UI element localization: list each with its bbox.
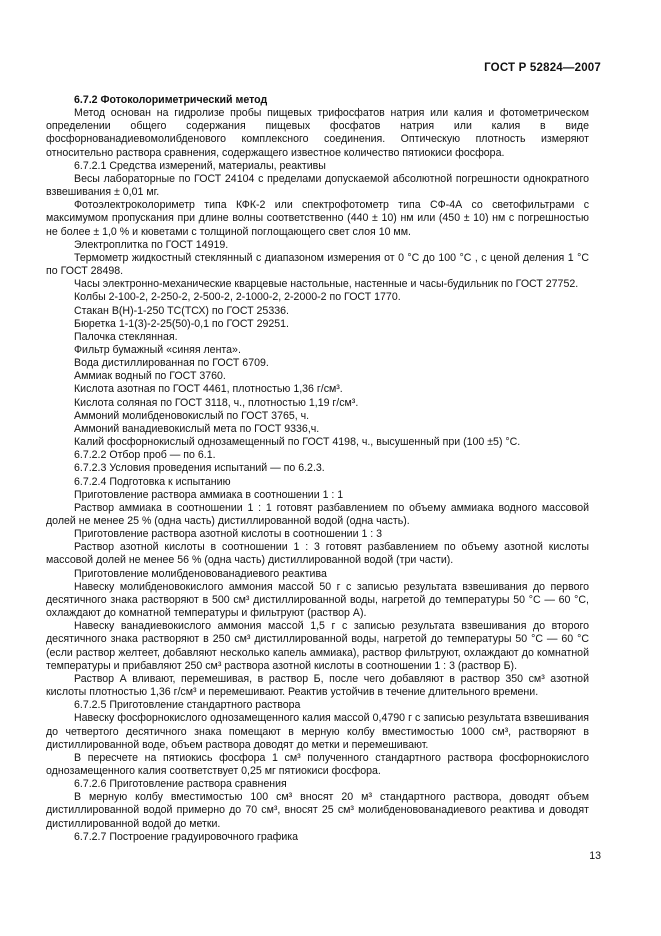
paragraph: Раствор азотной кислоты в соотношении 1 : 3 готовят разбавлением по объему азотной кислоты массовой долей не менее 56 % (одна часть) дистиллированной водой (три части).: [46, 541, 592, 567]
paragraph: Кислота соляная по ГОСТ 3118, ч., плотностью 1,19 г/см³.: [74, 396, 359, 409]
paragraph: Аммиак водный по ГОСТ 3760.: [74, 370, 226, 383]
paragraph: Часы электронно-механические кварцевые настольные, настенные и часы-будильник по ГОСТ 27752.: [74, 278, 579, 291]
paragraph: Стакан В(Н)-1-250 ТС(ТСХ) по ГОСТ 25336.: [74, 304, 289, 317]
paragraph: Весы лабораторные по ГОСТ 24104 с пределами допускаемой абсолютной погрешности однократного взвешивания ± 0,01 мг.: [46, 172, 592, 199]
section-title: 6.7.2 Фотоколориметрический метод: [74, 94, 268, 106]
paragraph: Навеску молибденовокислого аммония массой 50 г с записью результата взвешивания до первого десятичного знака растворяют в 500 см³ дистиллированной воды, нагретой до температуры 50 °С — 60 °С, охлаждают до комнатной температуры и фильтруют (раствор А).: [46, 580, 592, 620]
subsection-heading: 6.7.2.6 Приготовление раствора сравнения: [74, 778, 287, 791]
page-content: [46, 94, 592, 844]
paragraph: Приготовление раствора аммиака в соотношении 1 : 1: [74, 488, 344, 501]
subsection-heading: 6.7.2.1 Средства измерений, материалы, реактивы: [74, 159, 326, 172]
paragraph: Колбы 2-100-2, 2-250-2, 2-500-2, 2-1000-2, 2-2000-2 по ГОСТ 1770.: [74, 291, 401, 304]
subsection-heading: 6.7.2.3 Условия проведения испытаний — по 6.2.3.: [74, 462, 325, 475]
paragraph: Палочка стеклянная.: [74, 330, 178, 343]
paragraph: Навеску фосфорнокислого однозамещенного калия массой 0,4790 г с записью результата взвешивания до четвертого десятичного знака помещают в мерную колбу вместимостью 1000 см³, растворяют в дистиллированной воде, объем раствора доводят до метки и перемешивают.: [46, 712, 592, 751]
paragraph: Электроплитка по ГОСТ 14919.: [74, 238, 229, 251]
paragraph: Раствор аммиака в соотношении 1 : 1 готовят разбавлением по объему аммиака водного массовой долей не менее 25 % (одна часть) дистиллированной водой (одна часть).: [46, 501, 592, 527]
standard-header: ГОСТ Р 52824—2007: [484, 62, 601, 74]
paragraph: Приготовление молибденовованадиевого реактива: [74, 567, 327, 580]
subsection-heading: 6.7.2.4 Подготовка к испытанию: [74, 475, 231, 488]
paragraph: Бюретка 1-1(3)-2-25(50)-0,1 по ГОСТ 29251.: [74, 317, 289, 330]
paragraph: Аммоний молибденовокислый по ГОСТ 3765, ч.: [74, 409, 310, 422]
subsection-heading: 6.7.2.2 Отбор проб — по 6.1.: [74, 449, 216, 462]
paragraph: Вода дистиллированная по ГОСТ 6709.: [74, 357, 269, 370]
paragraph: Метод основан на гидролизе пробы пищевых трифосфатов натрия или калия и фотометрическом определении общего содержания пищевых фосфатов натрия или калия в виде фосфорнованадиевомолибденового комплексного соединения. Оптическую плотность измеряют относительно раствора сравнения, содержащего известное количество пятиокиси фосфора.: [46, 107, 592, 159]
paragraph: Термометр жидкостный стеклянный с диапазоном измерения от 0 °С до 100 °С , с ценой деления 1 °С по ГОСТ 28498.: [46, 251, 592, 278]
subsection-heading: 6.7.2.5 Приготовление стандартного раствора: [74, 699, 301, 712]
paragraph: Аммоний ванадиевокислый мета по ГОСТ 9336,ч.: [74, 422, 320, 435]
page-number: 13: [589, 850, 601, 862]
paragraph: Навеску ванадиевокислого аммония массой 1,5 г с записью результата взвешивания до второго десятичного знака растворяют в 250 см³ дистиллированной воды, нагретой до температуры 50 °С — 60 °С (если раствор желтеет, добавляют несколько капель аммиака), раствор фильтруют, охлаждают до комнатной температуры и прибавляют 250 см³ раствора азотной кислоты в соотношении 1 : 3 (раствор Б).: [46, 620, 592, 672]
paragraph: Калий фосфорнокислый однозамещенный по ГОСТ 4198, ч., высушенный при (100 ±5) °С.: [74, 436, 521, 449]
paragraph: Раствор А вливают, перемешивая, в раствор Б, после чего добавляют в раствор 350 см³ азотной кислоты плотностью 1,36 г/см³ и перемешивают. Реактив устойчив в течение длительного времени.: [46, 672, 592, 699]
paragraph: В пересчете на пятиокись фосфора 1 см³ полученного стандартного раствора фосфорнокислого однозамещенного калия соответствует 0,25 мг пятиокиси фосфора.: [46, 751, 592, 777]
paragraph: Кислота азотная по ГОСТ 4461, плотностью 1,36 г/см³.: [74, 383, 343, 396]
paragraph: Фотоэлектроколориметр типа КФК-2 или спектрофотометр типа СФ-4А со светофильтрами с максимумом пропускания при длине волны соответственно (440 ± 10) нм или (450 ± 10) нм с погрешностью не более ± 1,0 % и кюветами с толщиной поглощающего свет слоя 10 мм.: [46, 199, 592, 238]
paragraph: В мерную колбу вместимостью 100 см³ вносят 20 м³ стандартного раствора, доводят объем дистиллированной водой примерно до 70 см³, вносят 25 см³ молибденовованадиевого реактива и доводят дистиллированной водой до метки.: [46, 791, 592, 830]
paragraph: Фильтр бумажный «синяя лента».: [74, 343, 241, 356]
paragraph: Приготовление раствора азотной кислоты в соотношении 1 : 3: [74, 528, 383, 541]
subsection-heading: 6.7.2.7 Построение градуировочного графика: [74, 830, 299, 843]
